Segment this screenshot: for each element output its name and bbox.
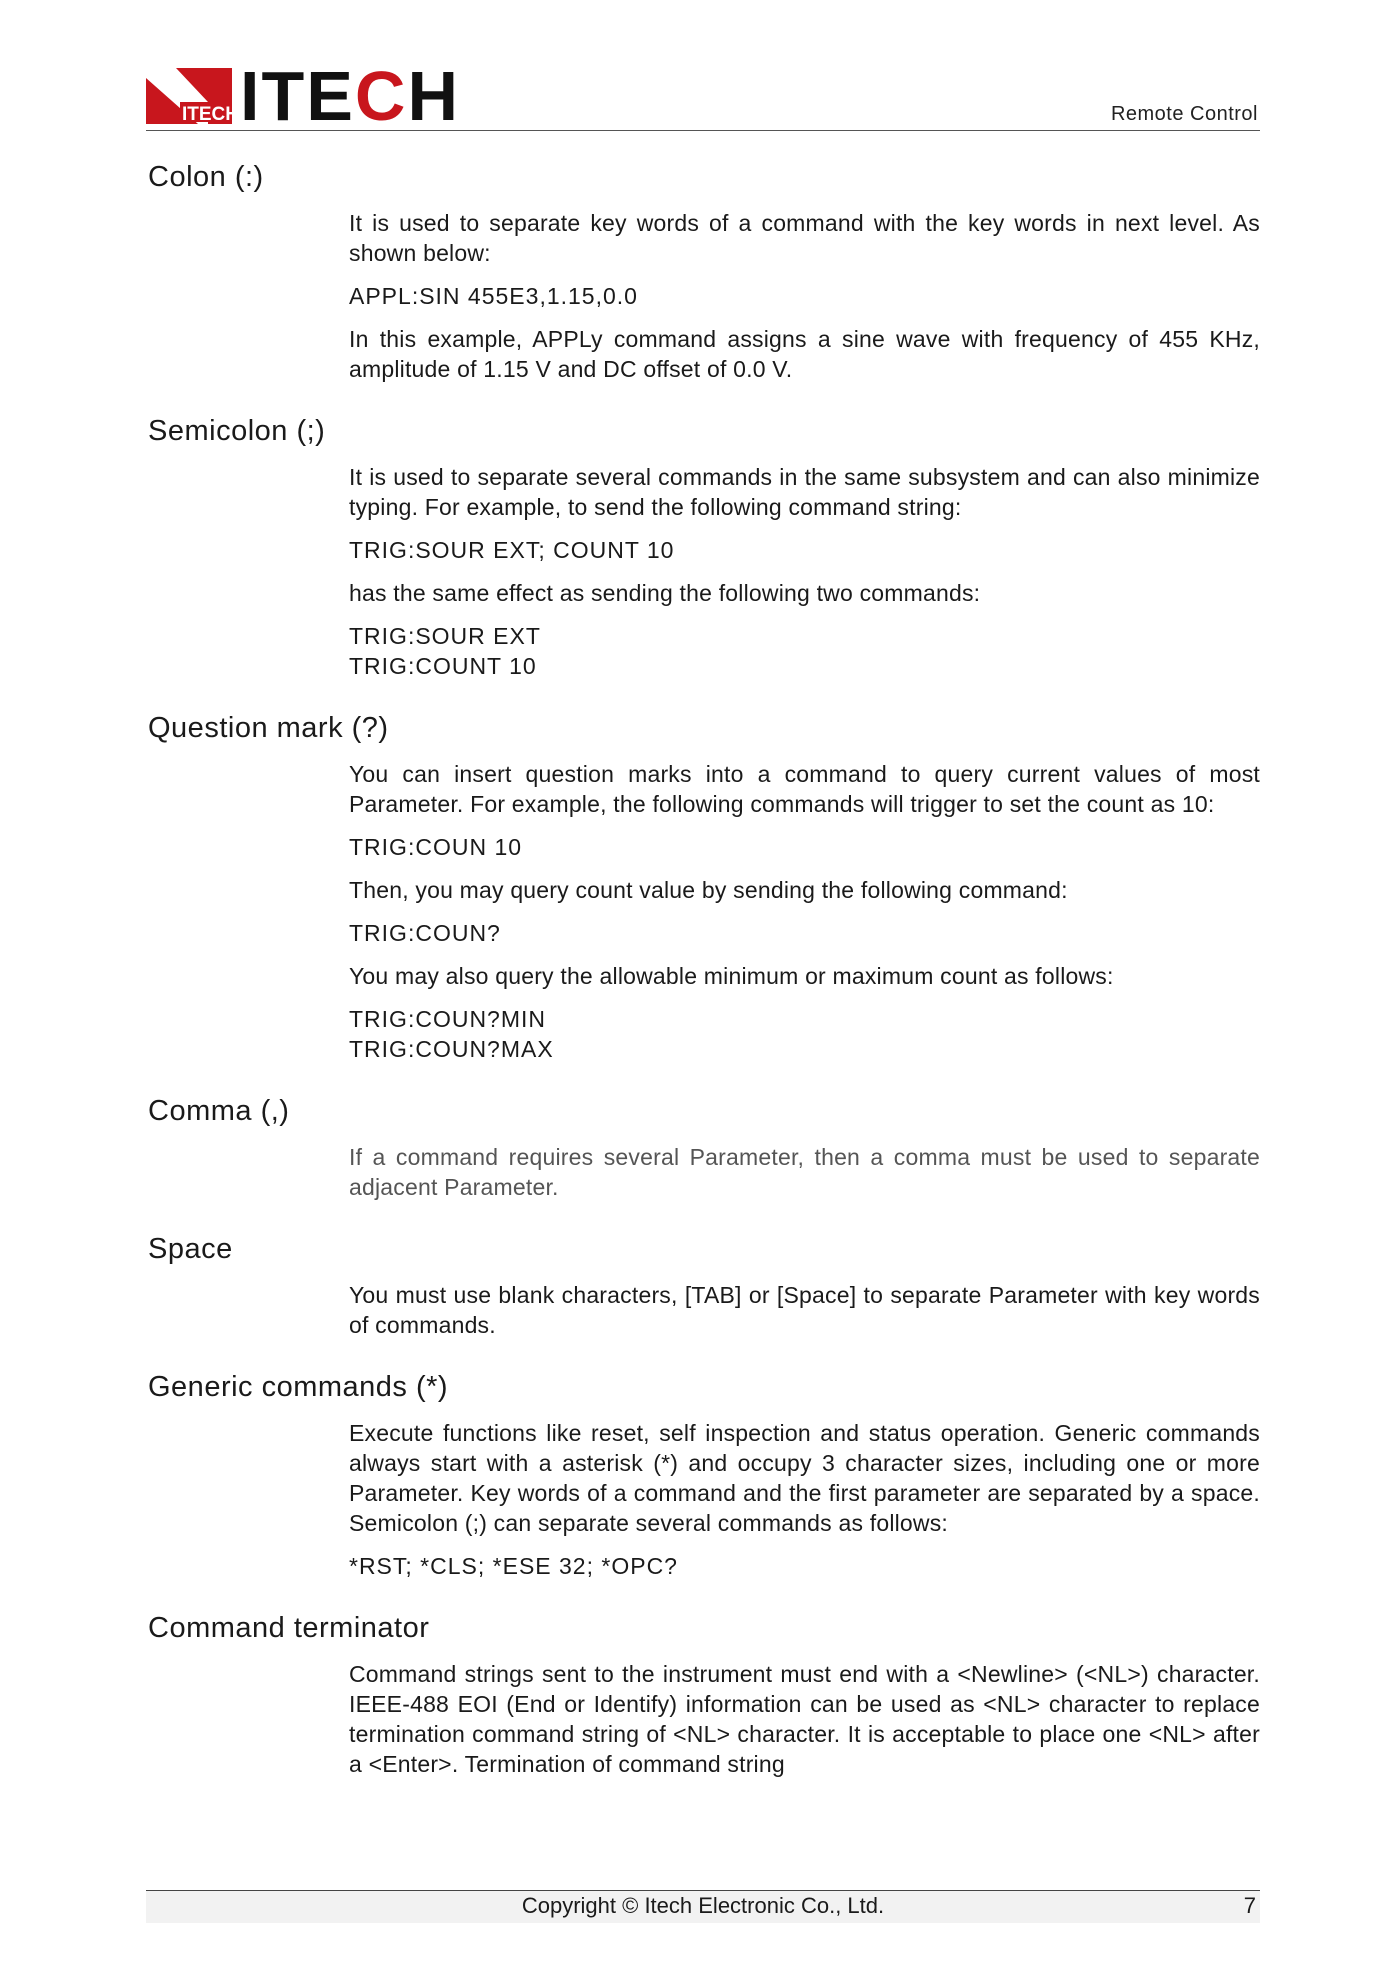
paragraph: You must use blank characters, [TAB] or [Space] to separate Parameter with key words of commands. <box>349 1282 1260 1338</box>
section-space <box>148 1232 1260 1340</box>
section-colon <box>148 160 1260 384</box>
paragraph: In this example, APPLy command assigns a sine wave with frequency of 455 KHz, amplitude of 1.15 V and DC offset of 0.0 V. <box>349 326 1260 382</box>
itech-logo <box>146 57 461 135</box>
paragraph: You can insert question marks into a command to query current values of most Parameter. For example, the following commands will trigger to set the count as 10: <box>349 761 1260 817</box>
copyright-text: Copyright © Itech Electronic Co., Ltd. <box>521 1893 885 1918</box>
section-question-mark <box>148 711 1260 1064</box>
command-example: TRIG:SOUR EXT; COUNT 10 <box>349 537 675 563</box>
logo-wordmark <box>240 57 461 135</box>
command-example: *RST; *CLS; *ESE 32; *OPC? <box>349 1553 678 1579</box>
paragraph: Command strings sent to the instrument must end with a <Newline> (<NL>) character. IEEE-488 EOI (End or Identify) information can be used as <NL> character to replace termination command string of <NL> character. It is acceptable to place one <NL> after a <Enter>. Termination of command string <box>349 1661 1260 1777</box>
command-example: TRIG:COUN?MAX <box>349 1036 554 1062</box>
page-header <box>146 57 1260 135</box>
section-generic-commands <box>148 1370 1260 1581</box>
section-title: Question mark (?) <box>148 712 389 744</box>
command-example: TRIG:COUN 10 <box>349 834 523 860</box>
command-example: TRIG:SOUR EXT <box>349 623 541 649</box>
paragraph: It is used to separate several commands in the same subsystem and can also minimize typing. For example, to send the following command string: <box>349 464 1260 520</box>
page-content <box>148 160 1260 1809</box>
command-example: TRIG:COUNT 10 <box>349 653 537 679</box>
paragraph: It is used to separate key words of a command with the key words in next level. As shown below: <box>349 210 1260 266</box>
logo-word-end: H <box>407 57 461 135</box>
section-title: Comma (,) <box>148 1095 290 1127</box>
section-comma <box>148 1094 1260 1202</box>
paragraph: has the same effect as sending the following two commands: <box>349 580 981 606</box>
logo-word-red: C <box>354 57 408 135</box>
section-title: Generic commands (*) <box>148 1371 449 1403</box>
section-title: Command terminator <box>148 1612 430 1644</box>
page-footer <box>146 1890 1260 1923</box>
paragraph: You may also query the allowable minimum or maximum count as follows: <box>349 963 1114 989</box>
paragraph: Then, you may query count value by sending the following command: <box>349 877 1068 903</box>
logo-mark-text: ITECH <box>182 104 239 125</box>
section-title: Semicolon (;) <box>148 415 326 447</box>
command-example: APPL:SIN 455E3,1.15,0.0 <box>349 283 638 309</box>
itech-logo-mark-icon <box>146 68 239 125</box>
paragraph: If a command requires several Parameter, then a comma must be used to separate adjacent Parameter. <box>349 1144 1260 1200</box>
logo-word-dark: ITE <box>240 57 355 135</box>
paragraph: Execute functions like reset, self inspection and status operation. Generic commands always start with a asterisk (*) and occupy 3 character sizes, including one or more Parameter. Key words of a command and the first parameter are separated by a space. Semicolon (;) can separate several commands as follows: <box>349 1420 1260 1536</box>
command-example: TRIG:COUN?MIN <box>349 1006 546 1032</box>
section-command-terminator <box>148 1611 1260 1779</box>
command-example: TRIG:COUN? <box>349 920 501 946</box>
header-section-label: Remote Control <box>1110 103 1258 125</box>
page-number: 7 <box>1243 1893 1256 1918</box>
section-title: Space <box>148 1233 233 1265</box>
section-semicolon <box>148 414 1260 681</box>
section-title: Colon (:) <box>148 161 264 193</box>
